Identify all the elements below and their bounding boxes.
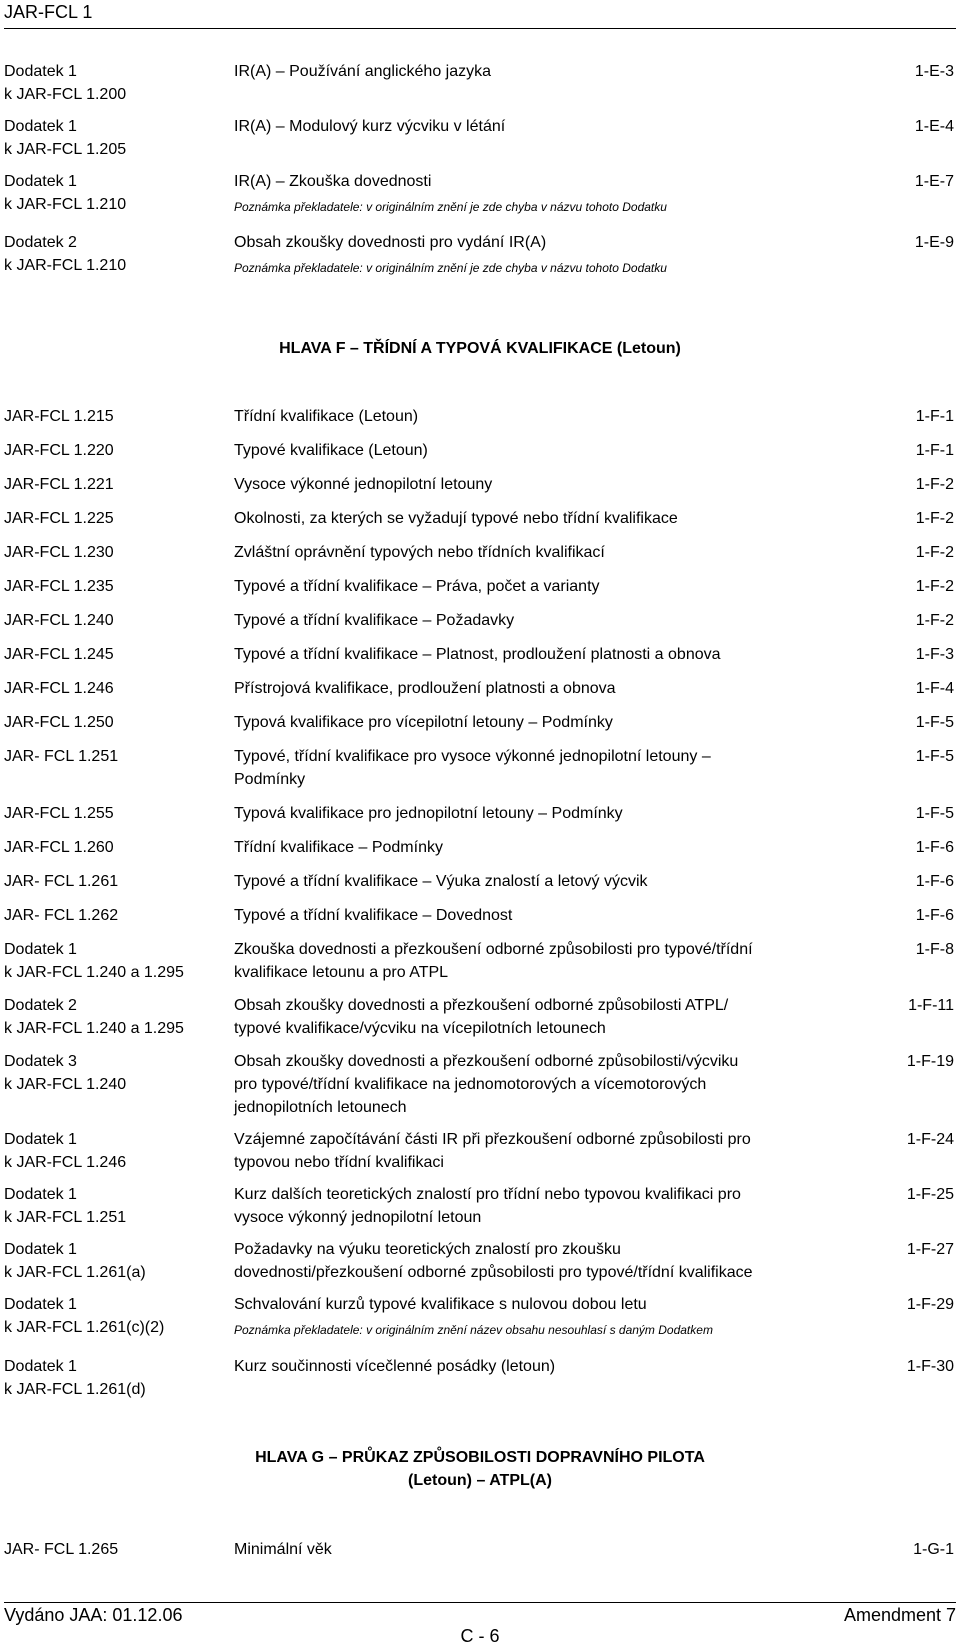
toc-title-line: IR(A) – Používání anglického jazyka: [234, 63, 492, 80]
toc-ref-line: Dodatek 1: [4, 1186, 77, 1203]
toc-ref: [0, 1538, 234, 1561]
toc-ref-line: Dodatek 3: [4, 1053, 77, 1070]
toc-title: [234, 938, 844, 984]
toc-ref: [0, 1238, 234, 1284]
toc-page: 1-E-7: [914, 173, 954, 190]
toc-page: 1-F-29: [906, 1296, 954, 1313]
toc-title: [234, 904, 844, 927]
toc-page: 1-F-2: [915, 476, 954, 493]
footer-issue-date: Vydáno JAA: 01.12.06: [4, 1605, 183, 1625]
toc-ref-line: JAR-FCL 1.255: [4, 805, 114, 822]
toc-title: [234, 170, 844, 217]
toc-row: [0, 938, 960, 994]
toc-ref: [0, 405, 234, 428]
toc-ref-line: k JAR-FCL 1.261(a): [4, 1264, 146, 1281]
toc-title-line: jednopilotních letounech: [234, 1099, 407, 1116]
toc-section-g: [0, 1538, 960, 1572]
toc-title: [234, 836, 844, 859]
toc-ref-line: JAR- FCL 1.265: [4, 1541, 119, 1558]
toc-title: [234, 575, 844, 598]
toc-page: 1-F-24: [906, 1131, 954, 1148]
toc-title: [234, 677, 844, 700]
toc-row: [0, 745, 960, 802]
toc-page: 1-F-6: [915, 907, 954, 924]
toc-ref-line: Dodatek 2: [4, 234, 77, 251]
toc-title: [234, 473, 844, 496]
toc-ref-line: k JAR-FCL 1.200: [4, 86, 127, 103]
toc-ref: [0, 994, 234, 1040]
toc-title: [234, 711, 844, 734]
toc-title-line: Obsah zkoušky dovednosti a přezkoušení odborné způsobilosti ATPL/: [234, 997, 729, 1014]
toc-ref: [0, 643, 234, 666]
toc-title: [234, 1128, 844, 1174]
toc-title: [234, 1355, 844, 1378]
toc-ref-line: Dodatek 1: [4, 118, 77, 135]
toc-ref: [0, 609, 234, 632]
toc-row: [0, 1128, 960, 1183]
toc-page: 1-F-2: [915, 510, 954, 527]
toc-page: 1-F-5: [915, 805, 954, 822]
toc-ref-line: JAR- FCL 1.261: [4, 873, 119, 890]
toc-ref-line: JAR-FCL 1.246: [4, 680, 114, 697]
toc-ref-line: k JAR-FCL 1.240 a 1.295: [4, 964, 184, 981]
toc-title-line: typovou nebo třídní kvalifikaci: [234, 1154, 444, 1171]
toc-row: [0, 836, 960, 870]
toc-ref-line: JAR-FCL 1.221: [4, 476, 114, 493]
toc-ref-line: Dodatek 1: [4, 1358, 77, 1375]
toc-title-line: Typové kvalifikace (Letoun): [234, 442, 428, 459]
toc-ref-line: JAR-FCL 1.240: [4, 612, 114, 629]
toc-ref: [0, 541, 234, 564]
toc-title-line: Typové a třídní kvalifikace – Dovednost: [234, 907, 513, 924]
toc-ref: [0, 1128, 234, 1174]
toc-title-line: Podmínky: [234, 771, 306, 788]
toc-row: [0, 115, 960, 170]
toc-ref-line: k JAR-FCL 1.261(d): [4, 1381, 146, 1398]
toc-ref: [0, 1183, 234, 1229]
toc-row: [0, 711, 960, 745]
toc-title-line: Typová kvalifikace pro vícepilotní letouny – Podmínky: [234, 714, 613, 731]
toc-ref-line: k JAR-FCL 1.210: [4, 196, 127, 213]
toc-ref-line: JAR- FCL 1.251: [4, 748, 119, 765]
toc-page: 1-F-6: [915, 873, 954, 890]
toc-section-f: [0, 405, 960, 1410]
toc-page: 1-F-11: [908, 997, 954, 1014]
toc-ref: [0, 938, 234, 984]
translator-note: Poznámka překladatele: v originálním znění je zde chyba v názvu tohoto Dodatku: [234, 261, 667, 275]
toc-title: [234, 643, 844, 666]
toc-ref: [0, 745, 234, 768]
toc-title: [234, 60, 844, 83]
toc-row: [0, 1050, 960, 1128]
chapter-heading-line: HLAVA F – TŘÍDNÍ A TYPOVÁ KVALIFIKACE (Letoun): [279, 340, 681, 357]
toc-row: [0, 643, 960, 677]
toc-title-line: Požadavky na výuku teoretických znalostí pro zkoušku: [234, 1241, 621, 1258]
toc-page: 1-E-4: [914, 118, 954, 135]
toc-ref: [0, 115, 234, 161]
toc-title: [234, 1293, 844, 1340]
toc-ref-line: JAR-FCL 1.230: [4, 544, 114, 561]
toc-ref: [0, 711, 234, 734]
toc-ref-line: JAR-FCL 1.220: [4, 442, 114, 459]
toc-page: 1-F-6: [915, 839, 954, 856]
chapter-heading-line: HLAVA G – PRŮKAZ ZPŮSOBILOSTI DOPRAVNÍHO PILOTA: [255, 1449, 705, 1466]
toc-ref: [0, 231, 234, 277]
toc-page: 1-F-25: [906, 1186, 954, 1203]
toc-ref-line: Dodatek 1: [4, 1241, 77, 1258]
toc-page: 1-G-1: [913, 1541, 954, 1558]
toc-page: 1-F-1: [915, 408, 954, 425]
toc-title-line: typové kvalifikace/výcviku na vícepilotních letounech: [234, 1020, 606, 1037]
toc-section-e: [0, 60, 960, 291]
toc-title: [234, 507, 844, 530]
toc-page: 1-F-5: [915, 714, 954, 731]
toc-ref: [0, 802, 234, 825]
toc-row: [0, 473, 960, 507]
toc-title: [234, 1538, 844, 1561]
toc-title-line: Minimální věk: [234, 1541, 332, 1558]
toc-title-line: Typová kvalifikace pro jednopilotní letouny – Podmínky: [234, 805, 623, 822]
toc-page: 1-F-8: [915, 941, 954, 958]
translator-note: Poznámka překladatele: v originálním znění je zde chyba v názvu tohoto Dodatku: [234, 200, 667, 214]
toc-title-line: pro typové/třídní kvalifikace na jednomotorových a vícemotorových: [234, 1076, 707, 1093]
toc-page: 1-E-9: [914, 234, 954, 251]
toc-ref-line: JAR-FCL 1.235: [4, 578, 114, 595]
toc-title-line: Okolnosti, za kterých se vyžadují typové nebo třídní kvalifikace: [234, 510, 678, 527]
toc-page: 1-F-3: [915, 646, 954, 663]
toc-ref-line: k JAR-FCL 1.251: [4, 1209, 127, 1226]
chapter-heading-line: (Letoun) – ATPL(A): [408, 1472, 552, 1489]
toc-row: [0, 405, 960, 439]
toc-ref-line: JAR-FCL 1.245: [4, 646, 114, 663]
toc-title: [234, 609, 844, 632]
toc-title-line: Obsah zkoušky dovednosti a přezkoušení odborné způsobilosti/výcviku: [234, 1053, 739, 1070]
toc-ref-line: Dodatek 1: [4, 1296, 77, 1313]
toc-ref-line: k JAR-FCL 1.240 a 1.295: [4, 1020, 184, 1037]
toc-row: [0, 231, 960, 291]
toc-ref: [0, 836, 234, 859]
toc-title: [234, 1050, 844, 1119]
toc-title-line: Typové a třídní kvalifikace – Výuka znalostí a letový výcvik: [234, 873, 648, 890]
toc-row: [0, 170, 960, 231]
toc-page: 1-F-5: [915, 748, 954, 765]
toc-title-line: IR(A) – Modulový kurz výcviku v létání: [234, 118, 506, 135]
toc-title-line: Třídní kvalifikace – Podmínky: [234, 839, 443, 856]
page-header-title: JAR-FCL 1: [4, 2, 93, 22]
toc-title-line: Schvalování kurzů typové kvalifikace s nulovou dobou letu: [234, 1296, 647, 1313]
toc-title: [234, 405, 844, 428]
toc-row: [0, 904, 960, 938]
footer-amendment: Amendment 7: [843, 1605, 956, 1625]
toc-page: 1-F-2: [915, 578, 954, 595]
toc-title: [234, 115, 844, 138]
toc-row: [0, 439, 960, 473]
toc-row: [0, 870, 960, 904]
toc-title-line: Třídní kvalifikace (Letoun): [234, 408, 419, 425]
toc-title-line: vysoce výkonný jednopilotní letoun: [234, 1209, 482, 1226]
translator-note: Poznámka překladatele: v originálním znění název obsahu nesouhlasí s daným Dodatkem: [234, 1323, 713, 1337]
toc-title: [234, 870, 844, 893]
toc-title: [234, 439, 844, 462]
toc-page: 1-E-3: [914, 63, 954, 80]
toc-page: 1-F-2: [915, 544, 954, 561]
toc-ref-line: Dodatek 1: [4, 1131, 77, 1148]
toc-ref: [0, 1355, 234, 1401]
toc-ref-line: Dodatek 1: [4, 173, 77, 190]
toc-ref: [0, 1050, 234, 1096]
toc-title-line: Typové a třídní kvalifikace – Práva, počet a varianty: [234, 578, 600, 595]
toc-ref-line: k JAR-FCL 1.246: [4, 1154, 127, 1171]
toc-page: 1-F-4: [915, 680, 954, 697]
toc-title-line: IR(A) – Zkouška dovednosti: [234, 173, 432, 190]
toc-ref: [0, 60, 234, 106]
toc-row: [0, 60, 960, 115]
toc-row: [0, 1238, 960, 1293]
toc-title-line: Typové a třídní kvalifikace – Platnost, prodloužení platnosti a obnova: [234, 646, 721, 663]
toc-title: [234, 745, 844, 791]
toc-ref-line: JAR-FCL 1.215: [4, 408, 114, 425]
toc-ref-line: JAR- FCL 1.262: [4, 907, 119, 924]
toc-ref: [0, 870, 234, 893]
toc-title-line: Zvláštní oprávnění typových nebo třídních kvalifikací: [234, 544, 605, 561]
toc-row: [0, 507, 960, 541]
chapter-heading-f: [0, 337, 960, 360]
toc-ref-line: Dodatek 1: [4, 63, 77, 80]
footer-page-number: C - 6: [460, 1626, 500, 1646]
toc-page: 1-F-19: [906, 1053, 954, 1070]
toc-title: [234, 994, 844, 1040]
toc-page: 1-F-2: [915, 612, 954, 629]
toc-title: [234, 541, 844, 564]
toc-page: 1-F-1: [915, 442, 954, 459]
toc-title-line: Zkouška dovednosti a přezkoušení odborné způsobilosti pro typové/třídní: [234, 941, 753, 958]
toc-ref: [0, 439, 234, 462]
toc-ref: [0, 904, 234, 927]
toc-ref-line: k JAR-FCL 1.261(c)(2): [4, 1319, 165, 1336]
toc-ref-line: k JAR-FCL 1.240: [4, 1076, 127, 1093]
toc-ref-line: Dodatek 2: [4, 997, 77, 1014]
toc-row: [0, 677, 960, 711]
toc-ref-line: k JAR-FCL 1.205: [4, 141, 127, 158]
toc-row: [0, 802, 960, 836]
toc-title: [234, 1183, 844, 1229]
chapter-heading-g: [0, 1446, 960, 1492]
toc-ref-line: Dodatek 1: [4, 941, 77, 958]
toc-ref: [0, 677, 234, 700]
toc-page: 1-F-30: [906, 1358, 954, 1375]
toc-title-line: kvalifikace letounu a pro ATPL: [234, 964, 449, 981]
toc-row: [0, 609, 960, 643]
toc-ref-line: JAR-FCL 1.260: [4, 839, 114, 856]
toc-title-line: Obsah zkoušky dovednosti pro vydání IR(A): [234, 234, 547, 251]
toc-title: [234, 802, 844, 825]
toc-row: [0, 1183, 960, 1238]
toc-page: 1-F-27: [906, 1241, 954, 1258]
toc-row: [0, 1293, 960, 1355]
toc-title-line: Typové, třídní kvalifikace pro vysoce výkonné jednopilotní letouny –: [234, 748, 711, 765]
header-divider: [4, 28, 956, 29]
toc-row: [0, 1538, 960, 1572]
toc-title-line: Kurz dalších teoretických znalostí pro třídní nebo typovou kvalifikaci pro: [234, 1186, 741, 1203]
toc-row: [0, 541, 960, 575]
toc-row: [0, 994, 960, 1050]
toc-ref: [0, 575, 234, 598]
toc-ref-line: k JAR-FCL 1.210: [4, 257, 127, 274]
toc-ref-line: JAR-FCL 1.250: [4, 714, 114, 731]
toc-ref: [0, 507, 234, 530]
toc-ref: [0, 170, 234, 216]
toc-row: [0, 1355, 960, 1410]
toc-title-line: dovednosti/přezkoušení odborné způsobilosti pro typové/třídní kvalifikace: [234, 1264, 753, 1281]
toc-ref: [0, 1293, 234, 1339]
toc-ref-line: JAR-FCL 1.225: [4, 510, 114, 527]
toc-title-line: Přístrojová kvalifikace, prodloužení platnosti a obnova: [234, 680, 616, 697]
toc-title: [234, 231, 844, 278]
toc-ref: [0, 473, 234, 496]
toc-title-line: Vzájemné započítávání části IR při přezkoušení odborné způsobilosti pro: [234, 1131, 751, 1148]
toc-title: [234, 1238, 844, 1284]
toc-row: [0, 575, 960, 609]
toc-title-line: Typové a třídní kvalifikace – Požadavky: [234, 612, 515, 629]
toc-title-line: Vysoce výkonné jednopilotní letouny: [234, 476, 493, 493]
footer-divider: [4, 1602, 956, 1603]
toc-title-line: Kurz součinnosti vícečlenné posádky (letoun): [234, 1358, 556, 1375]
